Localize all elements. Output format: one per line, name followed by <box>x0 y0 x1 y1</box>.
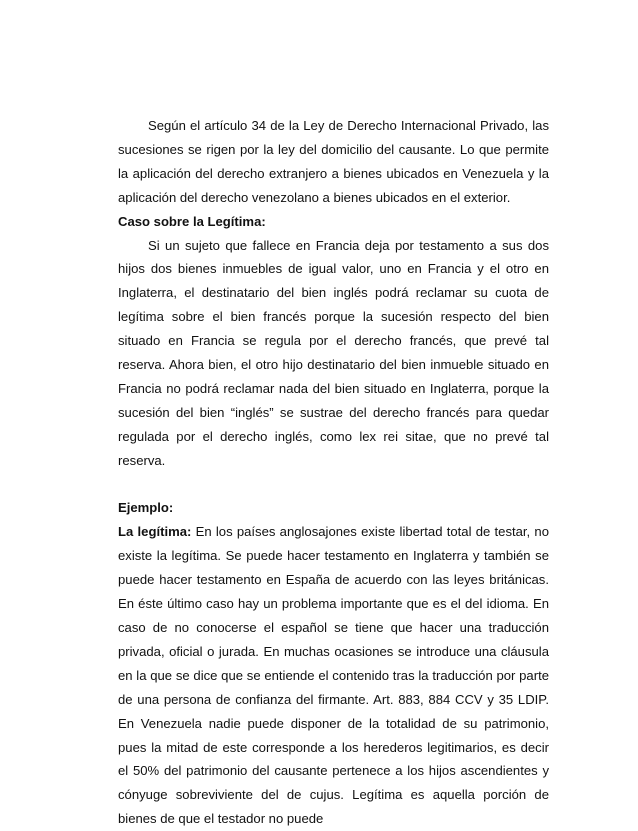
blank-line <box>118 473 549 497</box>
paragraph-caso-francia: Si un sujeto que fallece en Francia deja por testamento a sus dos hijos dos bienes inmuebles de igual valor, uno en Francia y el otro en Inglaterra, el destinatario del bien inglés podrá reclamar su cuota de legítima sobre el bien francés porque la sucesión respecto del bien situado en Francia se regula por el derecho francés, que prevé tal reserva. Ahora bien, el otro hijo destinatario del bien inmueble situado en Francia no podrá reclamar nada del bien situado en Inglaterra, porque la sucesión del bien “inglés” se sustrae del derecho francés para quedar regulada por el derecho inglés, como lex rei sitae, que no prevé tal reserva. <box>118 237 549 468</box>
paragraph-lead-legitima: La legítima: <box>118 524 192 540</box>
paragraph-legitima-body: En los países anglosajones existe libertad total de testar, no existe la legítima. Se puede hacer testamento en Inglaterra y también se puede hacer testamento en España de acuerdo con las leyes británicas. En éste último caso hay un problema importante que es el del idioma. En caso de no conocerse el español se tiene que hacer una traducción privada, oficial o jurada. En muchas ocasiones se introduce una cláusula en la que se dice que se entiende el contenido tras la traducción por parte de una persona de confianza del firmante. Art. 883, 884 CCV y 35 LDIP. En Venezuela nadie puede disponer de la totalidad de su patrimonio, pues la mitad de este corresponde a los herederos legitimarios, es decir el 50% del patrimonio del causante pertenece a los hijos ascendientes y cónyuge sobreviviente del de cujus. Legítima es aquella porción de bienes de que el testador no puede <box>118 524 549 827</box>
document-page <box>118 114 549 831</box>
heading-ejemplo: Ejemplo: <box>118 500 174 516</box>
paragraph-articulo-34: Según el artículo 34 de la Ley de Derecho Internacional Privado, las sucesiones se rigen por la ley del domicilio del causante. Lo que permite la aplicación del derecho extranjero a bienes ubicados en Venezuela y la aplicación del derecho venezolano a bienes ubicados en el exterior. <box>118 118 549 205</box>
paragraph-legitima <box>118 520 549 831</box>
heading-caso-legitima: Caso sobre la Legítima: <box>118 213 266 229</box>
